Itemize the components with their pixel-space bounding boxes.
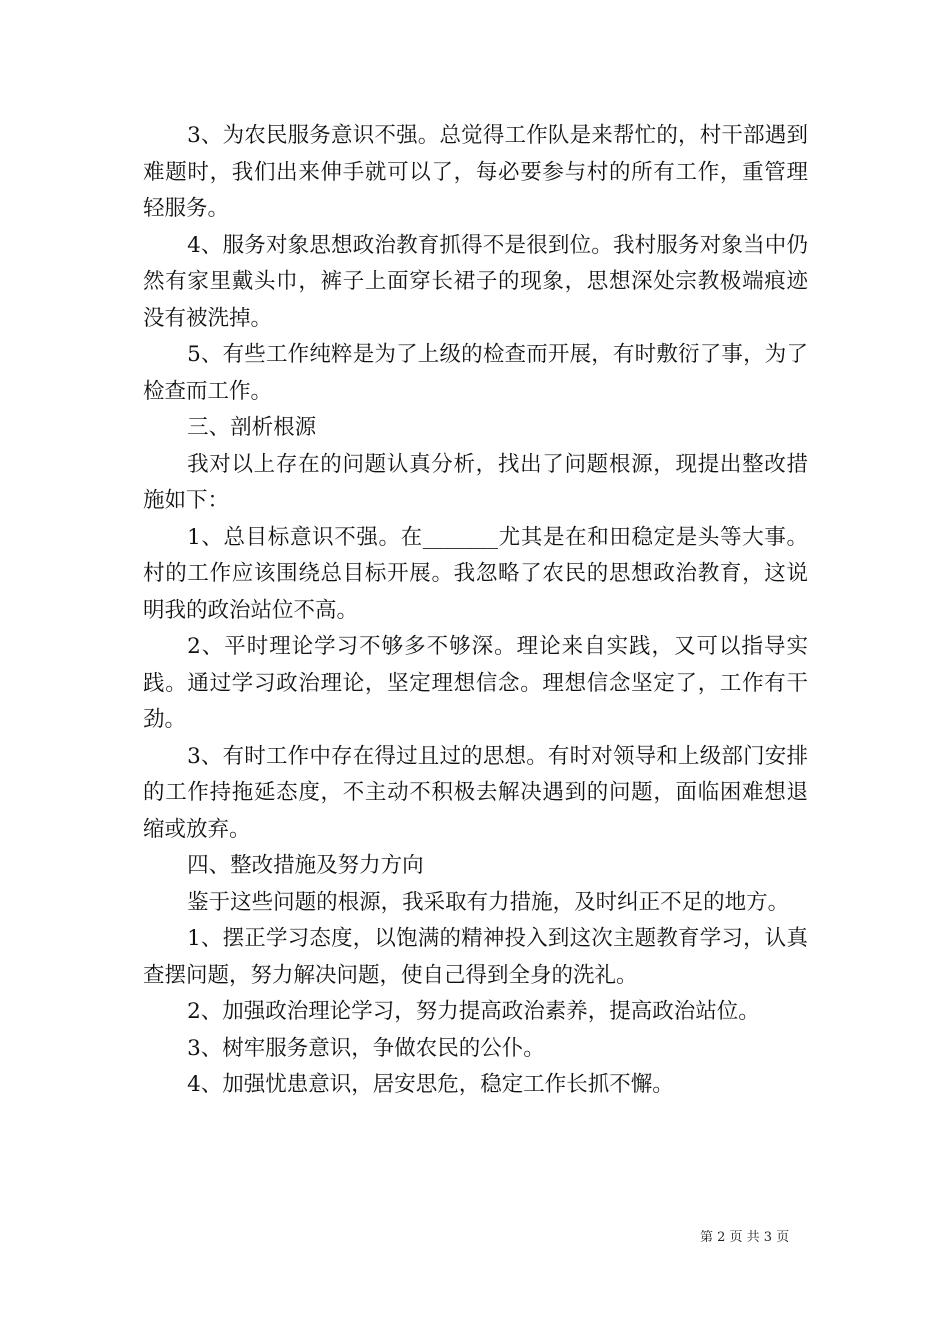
section-heading-measures: 四、整改措施及努力方向 [187,853,424,878]
paragraph-problem-3: 3、为农民服务意识不强。总觉得工作队是来帮忙的，村干部遇到难题时，我们出来伸手就可以了，每必要参与村的所有工作，重管理轻服务。 [143,123,808,221]
paragraph-measure-2: 2、加强政治理论学习，努力提高政治素养，提高政治站位。 [187,999,760,1024]
section-heading-root-cause: 三、剖析根源 [187,415,317,440]
document-body [143,118,808,1104]
paragraph-cause-2: 2、平时理论学习不够多不够深。理论来自实践，又可以指导实践。通过学习政治理论，坚定理想信念。理想信念坚定了，工作有干劲。 [143,634,808,732]
paragraph-measures-intro: 鉴于这些问题的根源，我采取有力措施，及时纠正不足的地方。 [187,889,790,915]
paragraph-problem-5: 5、有些工作纯粹是为了上级的检查而开展，有时敷衍了事，为了检查而工作。 [143,342,808,404]
paragraph-measure-1: 1、摆正学习态度，以饱满的精神投入到这次主题教育学习，认真查摆问题，努力解决问题，使自己得到全身的洗礼。 [143,926,808,988]
paragraph-cause-3: 3、有时工作中存在得过且过的思想。有时对领导和上级部门安排的工作持拖延态度，不主动不积极去解决遇到的问题，面临困难想退缩或放弃。 [143,743,808,842]
paragraph-problem-4: 4、服务对象思想政治教育抓得不是很到位。我村服务对象当中仍然有家里戴头巾，裤子上面穿长裙子的现象，思想深处宗教极端痕迹没有被洗掉。 [143,232,808,331]
paragraph-measure-4: 4、加强忧患意识，居安思危，稳定工作长抓不懈。 [187,1072,674,1097]
paragraph-measure-3: 3、树牢服务意识，争做农民的公仆。 [187,1035,545,1061]
paragraph-cause-1: 1、总目标意识不强。在_______尤其是在和田稳定是头等大事。村的工作应该围绕总目标开展。我忽略了农民的思想政治教育，这说明我的政治站位不高。 [143,524,808,623]
paragraph-root-cause-intro: 我对以上存在的问题认真分析，找出了问题根源，现提出整改措施如下： [143,451,808,513]
page-number-footer: 第 2 页 共 3 页 [700,1230,790,1245]
